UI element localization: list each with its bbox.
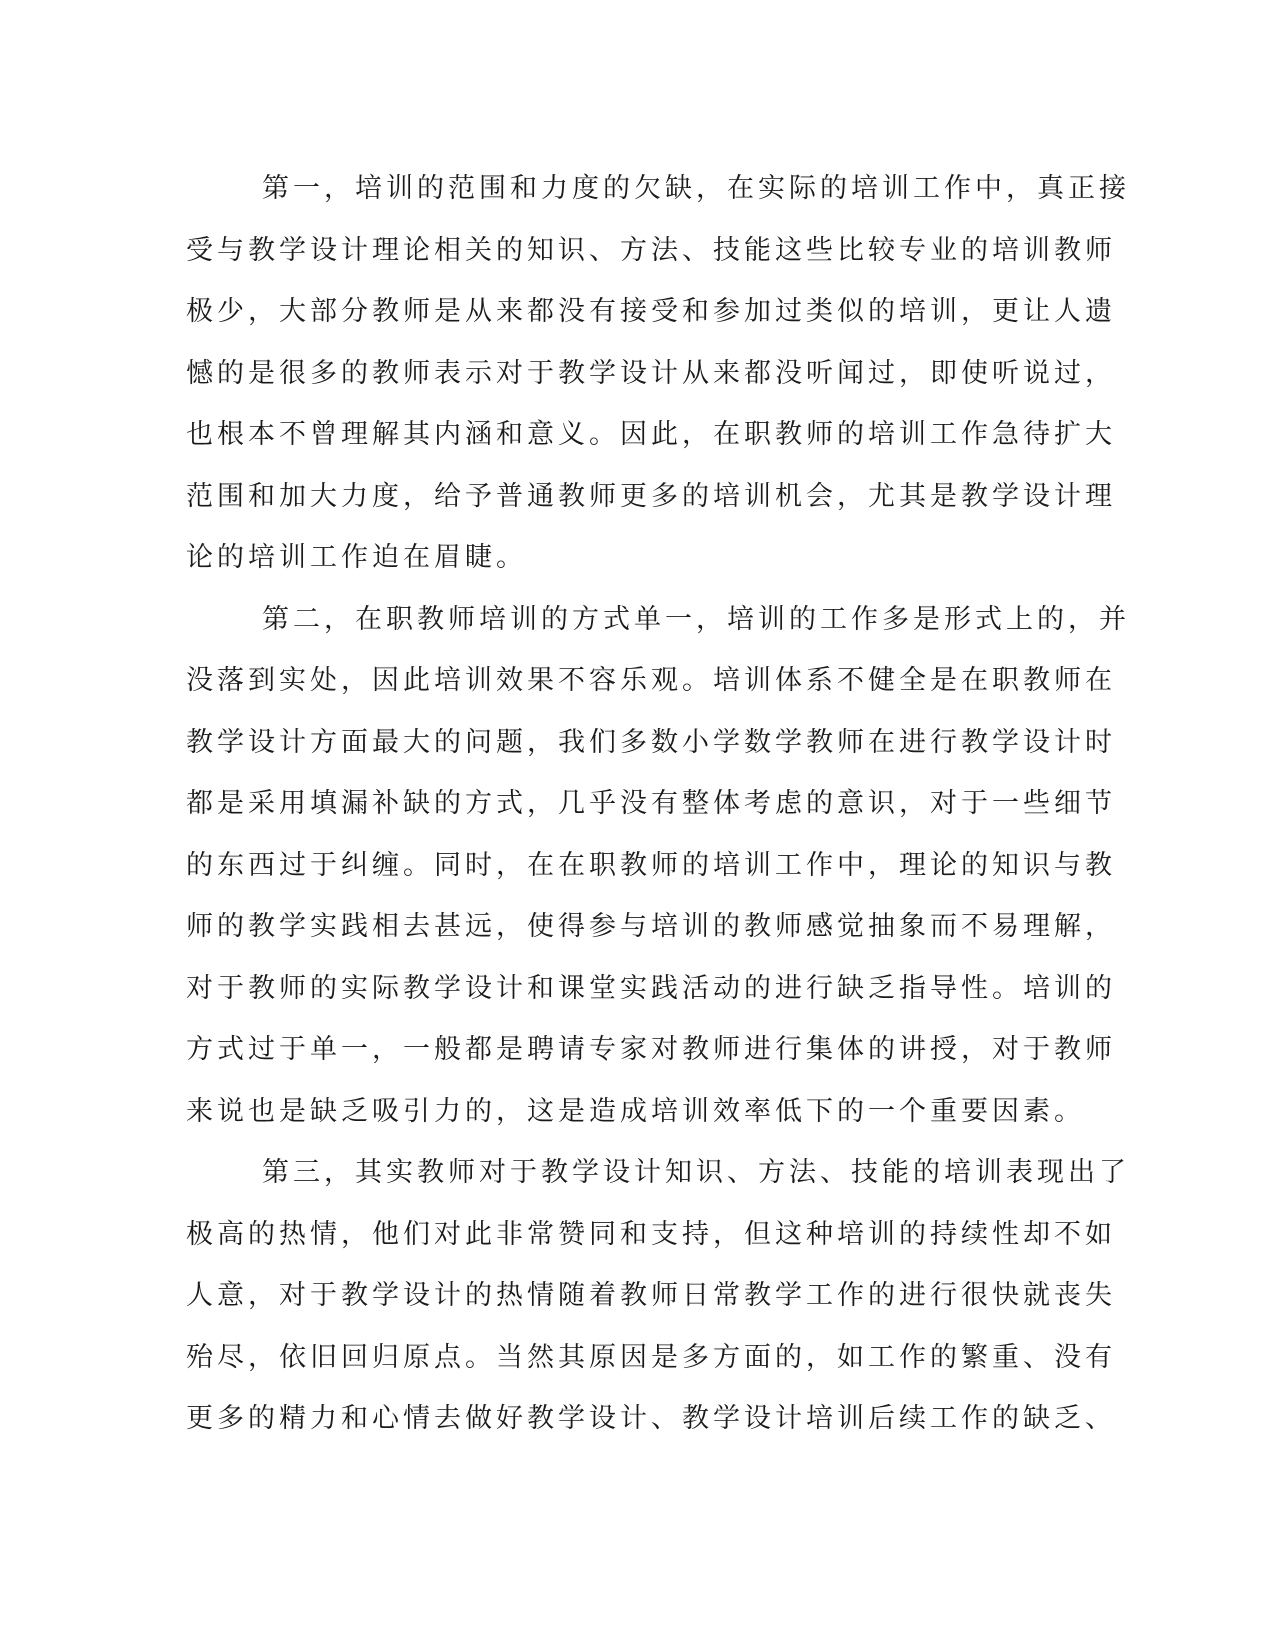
text-line: 第一，培训的范围和力度的欠缺，在实际的培训工作中，真正接 (262, 173, 1130, 204)
text-line: 殆尽，依旧回归原点。当然其原因是多方面的，如工作的繁重、没有 (186, 1341, 1116, 1373)
text-line: 人意，对于教学设计的热情随着教师日常教学工作的进行很快就丧失 (186, 1280, 1116, 1311)
paragraph-2 (186, 589, 1130, 1143)
text-line: 更多的精力和心情去做好教学设计、教学设计培训后续工作的缺乏、 (186, 1403, 1116, 1434)
paragraph-3 (186, 1142, 1130, 1450)
text-line: 对于教师的实际教学设计和课堂实践活动的进行缺乏指导性。培训的 (186, 972, 1116, 1004)
text-line: 教学设计方面最大的问题，我们多数小学数学教师在进行教学设计时 (186, 726, 1116, 758)
text-line: 第二，在职教师培训的方式单一，培训的工作多是形式上的，并 (262, 603, 1130, 635)
text-line: 憾的是很多的教师表示对于教学设计从来都没听闻过，即使听说过， (186, 357, 1116, 389)
text-line: 受与教学设计理论相关的知识、方法、技能这些比较专业的培训教师 (186, 234, 1116, 266)
text-line: 方式过于单一，一般都是聘请专家对教师进行集体的讲授，对于教师 (186, 1034, 1116, 1065)
text-line: 极高的热情，他们对此非常赞同和支持，但这种培训的持续性却不如 (186, 1218, 1116, 1250)
text-line: 的东西过于纠缠。同时，在在职教师的培训工作中，理论的知识与教 (186, 849, 1116, 881)
text-line: 第三，其实教师对于教学设计知识、方法、技能的培训表现出了 (262, 1157, 1130, 1188)
paragraph-1 (186, 158, 1130, 589)
text-line: 师的教学实践相去甚远，使得参与培训的教师感觉抽象而不易理解， (186, 911, 1116, 942)
text-line: 也根本不曾理解其内涵和意义。因此，在职教师的培训工作急待扩大 (186, 419, 1116, 450)
text-line: 都是采用填漏补缺的方式，几乎没有整体考虑的意识，对于一些细节 (186, 788, 1116, 819)
text-line: 论的培训工作迫在眉睫。 (186, 542, 527, 573)
text-line: 极少，大部分教师是从来都没有接受和参加过类似的培训，更让人遗 (186, 296, 1116, 327)
document-body (186, 158, 1130, 1450)
text-line: 没落到实处，因此培训效果不容乐观。培训体系不健全是在职教师在 (186, 665, 1116, 696)
text-line: 来说也是缺乏吸引力的，这是造成培训效率低下的一个重要因素。 (186, 1095, 1085, 1127)
text-line: 范围和加大力度，给予普通教师更多的培训机会，尤其是教学设计理 (186, 480, 1116, 512)
